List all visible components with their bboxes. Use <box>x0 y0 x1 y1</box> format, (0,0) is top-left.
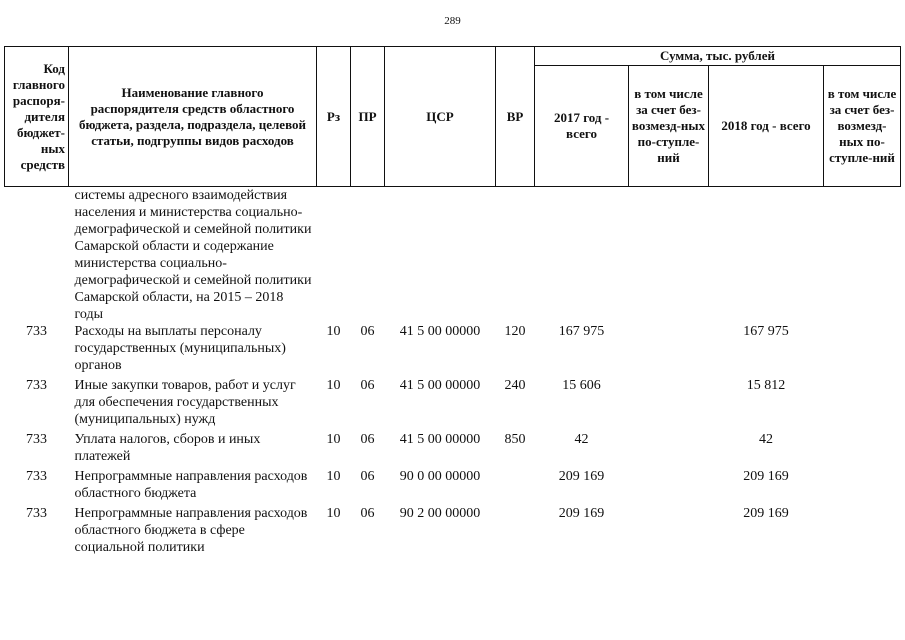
header-2017-free: в том числе за счет без-возмезд-ных по-ступле-ний <box>629 66 709 187</box>
row-code: 733 <box>26 432 47 447</box>
table-row <box>5 431 901 465</box>
header-code: Код главного распоря-дителя бюджет-ных средств <box>5 47 69 187</box>
header-pr: ПР <box>351 47 385 187</box>
row-csr: 90 0 00 00000 <box>399 469 481 484</box>
table-header <box>5 47 901 187</box>
row-vr: 240 <box>504 378 526 393</box>
row-code: 733 <box>26 324 47 339</box>
header-sum-group: Сумма, тыс. рублей <box>535 47 901 66</box>
row-2017-total: 167 975 <box>558 324 605 339</box>
table-row <box>5 505 901 556</box>
row-rz: 10 <box>326 324 341 339</box>
table-row <box>5 468 901 502</box>
row-2018-free <box>824 323 901 374</box>
row-2017-free <box>629 431 709 465</box>
row-rz: 10 <box>326 378 341 393</box>
row-2017-total: 209 169 <box>558 506 605 521</box>
row-2017-free <box>629 323 709 374</box>
header-2018-free: в том числе за счет без-возмезд-ных по-ступле-ний <box>824 66 901 187</box>
row-pr: 06 <box>360 378 375 393</box>
row-2018-total: 167 975 <box>743 324 789 339</box>
row-name: Непрограммные направления расходов областного бюджета <box>74 469 308 501</box>
row-csr: 41 5 00 00000 <box>399 378 481 393</box>
header-2018-total: 2018 год - всего <box>709 66 824 187</box>
row-vr: 850 <box>504 432 526 447</box>
header-rz: Рз <box>317 47 351 187</box>
header-csr: ЦСР <box>385 47 496 187</box>
table-row <box>5 323 901 374</box>
row-name: Расходы на выплаты персоналу государственных (муниципальных) органов <box>74 324 286 373</box>
row-csr: 41 5 00 00000 <box>399 432 481 447</box>
header-2017-total: 2017 год - всего <box>535 66 629 187</box>
row-2018-free <box>824 505 901 556</box>
table-row <box>5 377 901 428</box>
row-vr <box>496 468 535 502</box>
row-2017-free <box>629 377 709 428</box>
budget-table <box>4 46 901 556</box>
row-2017-total: 15 606 <box>562 378 601 393</box>
row-2018-total: 42 <box>759 432 773 447</box>
page-number: 289 <box>444 15 461 27</box>
row-vr: 120 <box>504 324 526 339</box>
row-pr: 06 <box>360 324 375 339</box>
row-2017-free <box>629 468 709 502</box>
row-rz: 10 <box>326 506 341 521</box>
row-rz: 10 <box>326 469 341 484</box>
row-2017-free <box>629 505 709 556</box>
row-name: Непрограммные направления расходов областного бюджета в сфере социальной политики <box>74 506 308 555</box>
row-code: 733 <box>26 469 47 484</box>
row-2017-total: 42 <box>574 432 589 447</box>
row-pr: 06 <box>360 432 375 447</box>
row-name: Уплата налогов, сборов и иных платежей <box>74 432 261 464</box>
row-name: Иные закупки товаров, работ и услуг для обеспечения государственных (муниципальных) нужд <box>74 378 296 427</box>
row-code: 733 <box>26 506 47 521</box>
row-2018-total: 209 169 <box>743 469 789 484</box>
row-code: 733 <box>26 378 47 393</box>
row-2018-total: 209 169 <box>743 506 789 521</box>
table-body <box>5 187 901 557</box>
row-vr <box>496 505 535 556</box>
row-2018-free <box>824 468 901 502</box>
row-pr: 06 <box>360 506 375 521</box>
row-2017-total: 209 169 <box>558 469 605 484</box>
header-vr: ВР <box>496 47 535 187</box>
continuation-row <box>5 187 901 324</box>
continuation-text: системы адресного взаимодействия населения и министерства социально-демографической и семейной политики Самарской области и содержание министерства социально-демографической и семейной политики Самарской области, на 2015 – 2018 годы <box>74 188 312 322</box>
row-2018-free <box>824 431 901 465</box>
row-csr: 41 5 00 00000 <box>399 324 481 339</box>
row-2018-total: 15 812 <box>746 378 786 393</box>
row-csr: 90 2 00 00000 <box>399 506 481 521</box>
row-rz: 10 <box>326 432 341 447</box>
row-2018-free <box>824 377 901 428</box>
row-pr: 06 <box>360 469 375 484</box>
header-name: Наименование главного распорядителя средств областного бюджета, раздела, подраздела, целевой статьи, подгруппы видов расходов <box>69 47 317 187</box>
